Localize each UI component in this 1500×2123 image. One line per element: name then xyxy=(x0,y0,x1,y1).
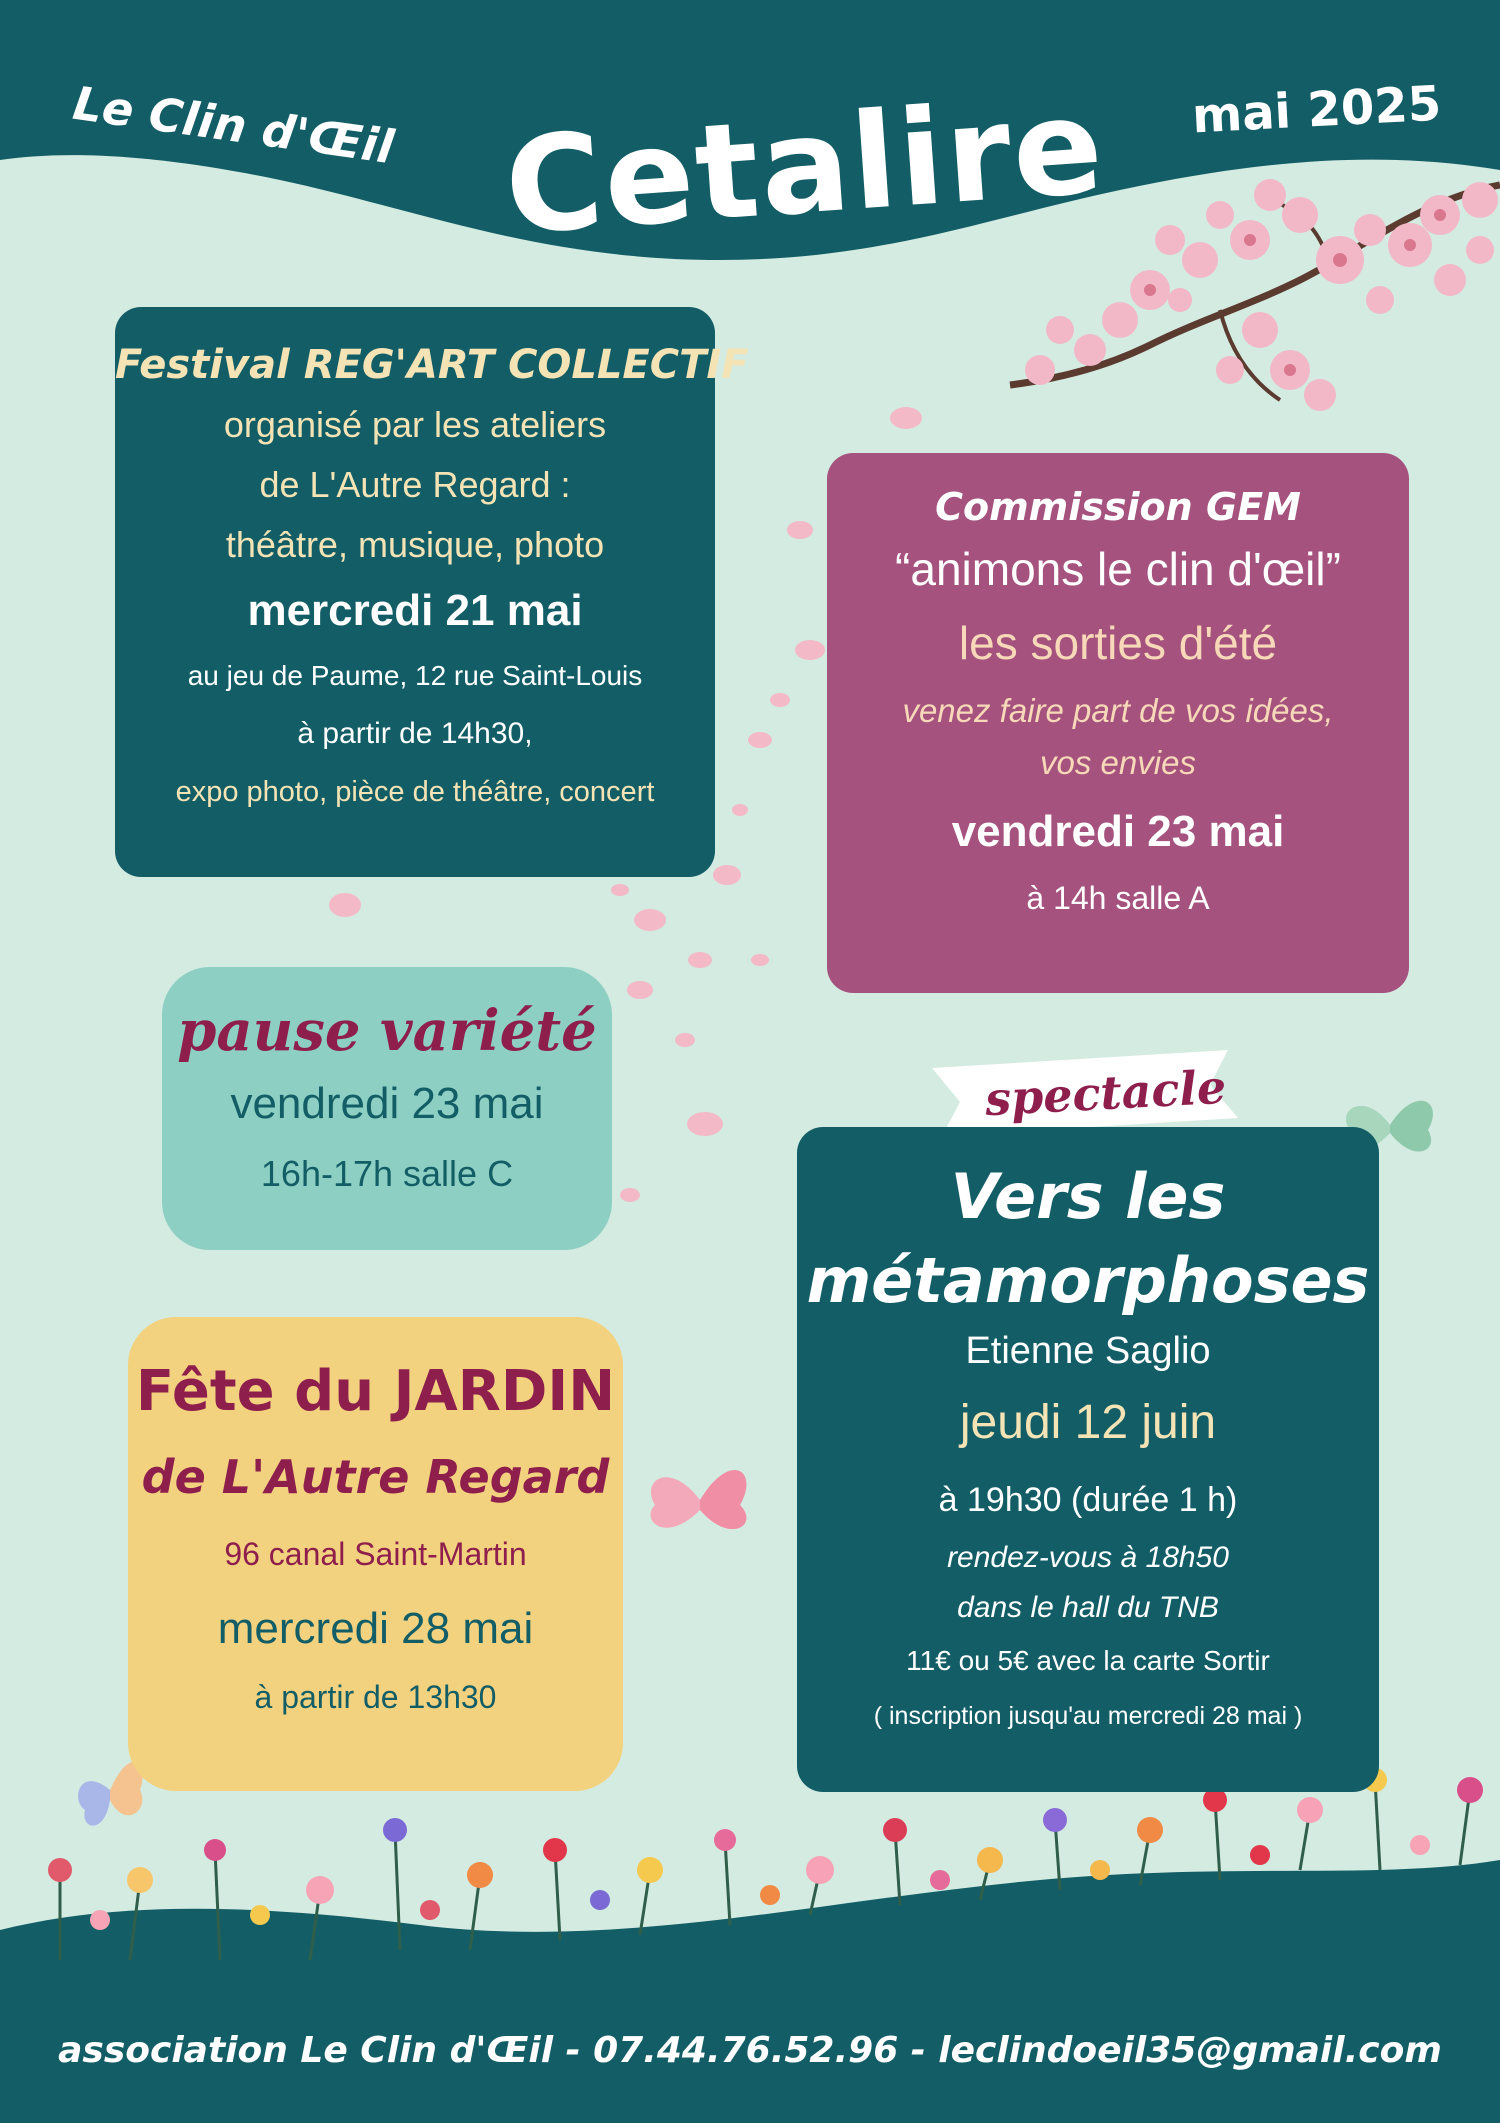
spectacle-author: Etienne Saglio xyxy=(965,1330,1211,1372)
fete-subtitle: de L'Autre Regard xyxy=(141,1450,610,1504)
festival-program: expo photo, pièce de théâtre, concert xyxy=(175,776,655,808)
festival-line3: théâtre, musique, photo xyxy=(225,524,605,565)
butterfly-blue-icon xyxy=(78,1762,143,1826)
commission-invite1: venez faire part de vos idées, xyxy=(902,692,1334,729)
spectacle-meet1: rendez-vous à 18h50 xyxy=(947,1541,1229,1574)
pause-time: 16h-17h salle C xyxy=(260,1153,514,1194)
spectacle-inscription: ( inscription jusqu'au mercredi 28 mai ) xyxy=(873,1702,1303,1730)
commission-title: Commission GEM xyxy=(935,485,1301,529)
butterfly-pink-icon xyxy=(651,1470,747,1529)
spectacle-price: 11€ ou 5€ avec la carte Sortir xyxy=(906,1645,1270,1676)
spectacle-meet2: dans le hall du TNB xyxy=(957,1591,1219,1624)
org-name: Le Clin d'Œil xyxy=(69,75,397,175)
festival-date: mercredi 21 mai xyxy=(247,586,583,635)
commission-subtitle: les sorties d'été xyxy=(958,617,1278,669)
commission-place: à 14h salle A xyxy=(1026,880,1210,916)
festival-place: au jeu de Paume, 12 rue Saint-Louis xyxy=(187,660,643,691)
commission-quote: “animons le clin d'œil” xyxy=(895,543,1341,595)
commission-date: vendredi 23 mai xyxy=(951,807,1285,856)
pause-card xyxy=(162,967,612,1250)
footer-contact: association Le Clin d'Œil - 07.44.76.52.96 - leclindoeil35@gmail.com xyxy=(58,2030,1442,2071)
page-title: Cetalire xyxy=(500,69,1110,265)
festival-title: Festival REG'ART COLLECTIF xyxy=(115,342,749,388)
fete-date: mercredi 28 mai xyxy=(217,1604,534,1653)
spectacle-title1: Vers les xyxy=(950,1160,1226,1233)
spectacle-time: à 19h30 (durée 1 h) xyxy=(938,1481,1238,1519)
festival-line2: de L'Autre Regard : xyxy=(259,464,571,505)
fete-card xyxy=(128,1317,623,1791)
fete-title: Fête du JARDIN xyxy=(135,1359,616,1424)
fete-place: 96 canal Saint-Martin xyxy=(224,1536,527,1572)
pause-title: pause variété xyxy=(177,998,597,1064)
festival-card xyxy=(115,307,749,877)
footer-wave xyxy=(0,1860,1500,2123)
festival-time: à partir de 14h30, xyxy=(297,717,533,750)
pause-date: vendredi 23 mai xyxy=(230,1079,544,1128)
commission-card xyxy=(827,453,1409,993)
spectacle-date: jeudi 12 juin xyxy=(959,1396,1217,1449)
festival-line1: organisé par les ateliers xyxy=(223,404,607,445)
commission-invite2: vos envies xyxy=(1040,744,1196,781)
spectacle-title2: métamorphoses xyxy=(806,1244,1370,1317)
spectacle-card xyxy=(797,1127,1379,1792)
fete-time: à partir de 13h30 xyxy=(254,1679,497,1715)
spectacle-label: spectacle xyxy=(983,1059,1228,1127)
issue-date: mai 2025 xyxy=(1190,75,1443,145)
